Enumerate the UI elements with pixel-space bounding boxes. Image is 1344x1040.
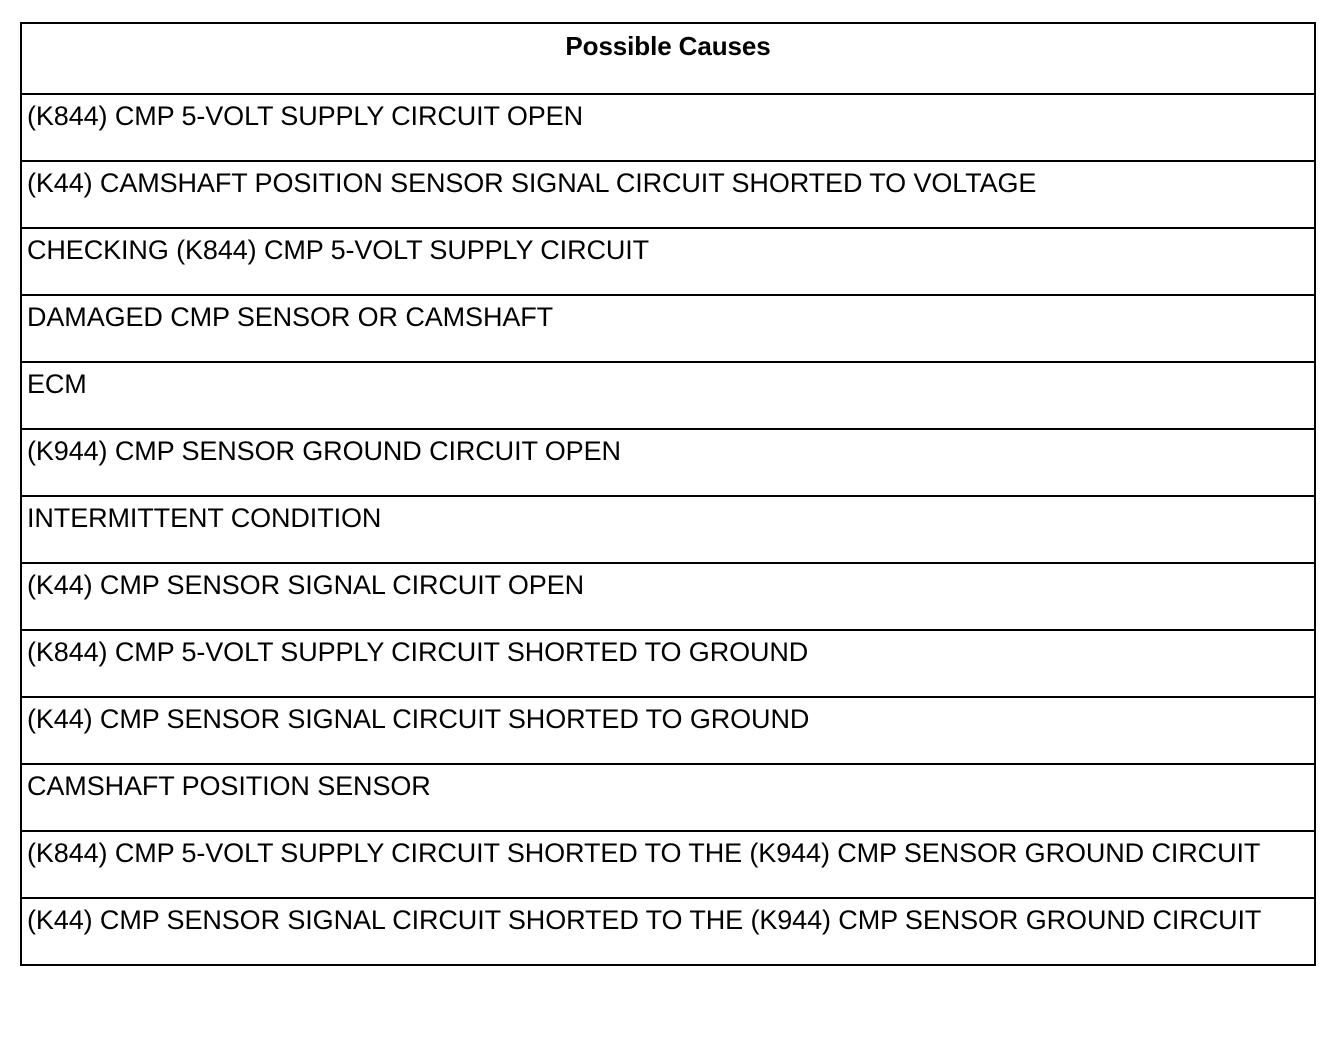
- cause-cell: (K44) CMP SENSOR SIGNAL CIRCUIT SHORTED TO THE (K944) CMP SENSOR GROUND CIRCUIT: [21, 898, 1315, 965]
- cause-cell: (K844) CMP 5-VOLT SUPPLY CIRCUIT OPEN: [21, 94, 1315, 161]
- table-row: [21, 831, 1315, 898]
- table-row: [21, 362, 1315, 429]
- cause-cell: (K944) CMP SENSOR GROUND CIRCUIT OPEN: [21, 429, 1315, 496]
- header-row: [21, 23, 1315, 94]
- cause-cell: (K844) CMP 5-VOLT SUPPLY CIRCUIT SHORTED TO THE (K944) CMP SENSOR GROUND CIRCUIT: [21, 831, 1315, 898]
- table-row: [21, 563, 1315, 630]
- cause-cell: CAMSHAFT POSITION SENSOR: [21, 764, 1315, 831]
- cause-cell: ECM: [21, 362, 1315, 429]
- table-row: [21, 295, 1315, 362]
- table-row: [21, 898, 1315, 965]
- table-row: [21, 496, 1315, 563]
- table-row: [21, 228, 1315, 295]
- table-row: [21, 697, 1315, 764]
- table-row: [21, 429, 1315, 496]
- table-head: [21, 23, 1315, 94]
- cause-cell: INTERMITTENT CONDITION: [21, 496, 1315, 563]
- table-row: [21, 94, 1315, 161]
- cause-cell: (K44) CMP SENSOR SIGNAL CIRCUIT SHORTED TO GROUND: [21, 697, 1315, 764]
- table-row: [21, 630, 1315, 697]
- cause-cell: (K844) CMP 5-VOLT SUPPLY CIRCUIT SHORTED TO GROUND: [21, 630, 1315, 697]
- cause-cell: DAMAGED CMP SENSOR OR CAMSHAFT: [21, 295, 1315, 362]
- table-body: [21, 94, 1315, 965]
- table-row: [21, 764, 1315, 831]
- possible-causes-table: [20, 22, 1316, 966]
- table-row: [21, 161, 1315, 228]
- cause-cell: (K44) CAMSHAFT POSITION SENSOR SIGNAL CIRCUIT SHORTED TO VOLTAGE: [21, 161, 1315, 228]
- cause-cell: CHECKING (K844) CMP 5-VOLT SUPPLY CIRCUIT: [21, 228, 1315, 295]
- possible-causes-header: Possible Causes: [21, 23, 1315, 94]
- cause-cell: (K44) CMP SENSOR SIGNAL CIRCUIT OPEN: [21, 563, 1315, 630]
